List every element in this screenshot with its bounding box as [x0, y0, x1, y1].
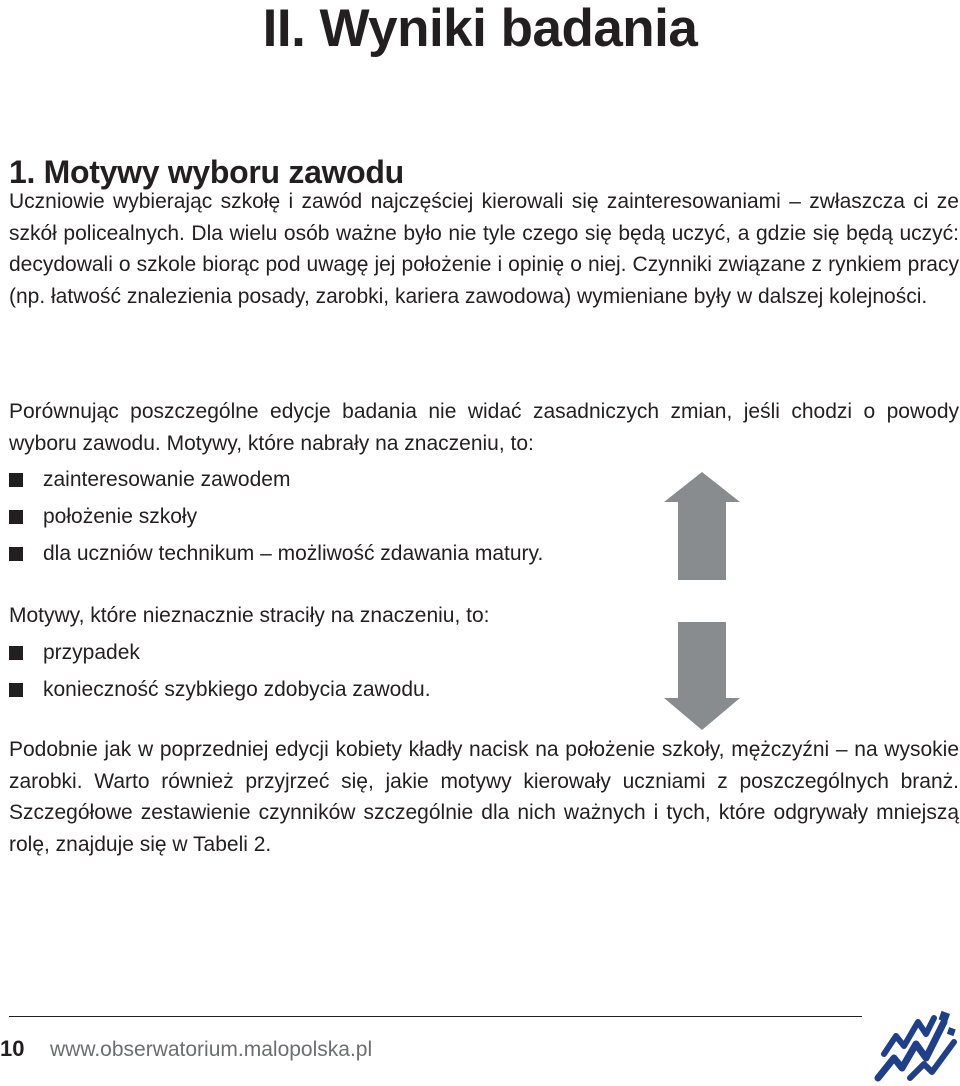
observatory-logo-icon: [874, 1008, 958, 1082]
list-item: [9, 498, 543, 535]
section-title: 1. Motywy wyboru zawodu: [9, 154, 404, 190]
intro-paragraph: Uczniowie wybierając szkołę i zawód najczęściej kierowali się zainteresowaniami – zwłaszcza ci ze szkół policealnych. Dla wielu osób ważne było nie tyle czego się będą uczyć, a gdzie się będą uczyć: decydowali o szkole biorąc pod uwagę jej położenie i opinię o niej. Czynniki związane z rynkiem pracy (np. łatwość znalezienia posady, zarobki, kariera zawodowa) wymieniane były w dalszej kolejności.: [9, 190, 959, 308]
list-item: [9, 634, 431, 671]
list-item: [9, 671, 431, 708]
square-bullet-icon: [9, 473, 23, 487]
list-item-text: konieczność szybkiego zdobycia zawodu.: [43, 678, 431, 701]
arrow-up-icon: [664, 472, 740, 580]
footer-divider: [9, 1016, 862, 1017]
page-number: 10: [0, 1036, 25, 1061]
footer-url[interactable]: www.obserwatorium.malopolska.pl: [50, 1038, 373, 1061]
arrow-down-icon: [664, 622, 740, 730]
gender-paragraph: Podobnie jak w poprzedniej edycji kobiety kładły nacisk na położenie szkoły, mężczyźni – na wysokie zarobki. Warto również przyjrzeć się, jakie motywy kierowały uczniami z poszczególnych branż. Szczegółowe zestawienie czynników szczególnie dla nich ważnych i tych, które odgrywały mniejszą rolę, znajduje się w Tabeli 2.: [9, 738, 959, 856]
gained-importance-list: [9, 461, 543, 572]
lost-importance-intro: Motywy, które nieznacznie straciły na znaczeniu, to:: [9, 604, 490, 627]
square-bullet-icon: [9, 683, 23, 697]
square-bullet-icon: [9, 646, 23, 660]
square-bullet-icon: [9, 547, 23, 561]
list-item-text: położenie szkoły: [43, 505, 198, 528]
list-item-text: przypadek: [43, 641, 140, 664]
chapter-title: II. Wyniki badania: [262, 0, 698, 58]
list-item: [9, 535, 543, 572]
lost-importance-list: [9, 634, 431, 708]
square-bullet-icon: [9, 510, 23, 524]
list-item-text: dla uczniów technikum – możliwość zdawania matury.: [43, 542, 544, 565]
list-item: [9, 461, 543, 498]
comparison-paragraph: Porównując poszczególne edycje badania nie widać zasadniczych zmian, jeśli chodzi o powody wyboru zawodu. Motywy, które nabrały na znaczeniu, to:: [9, 400, 959, 455]
list-item-text: zainteresowanie zawodem: [43, 468, 291, 491]
